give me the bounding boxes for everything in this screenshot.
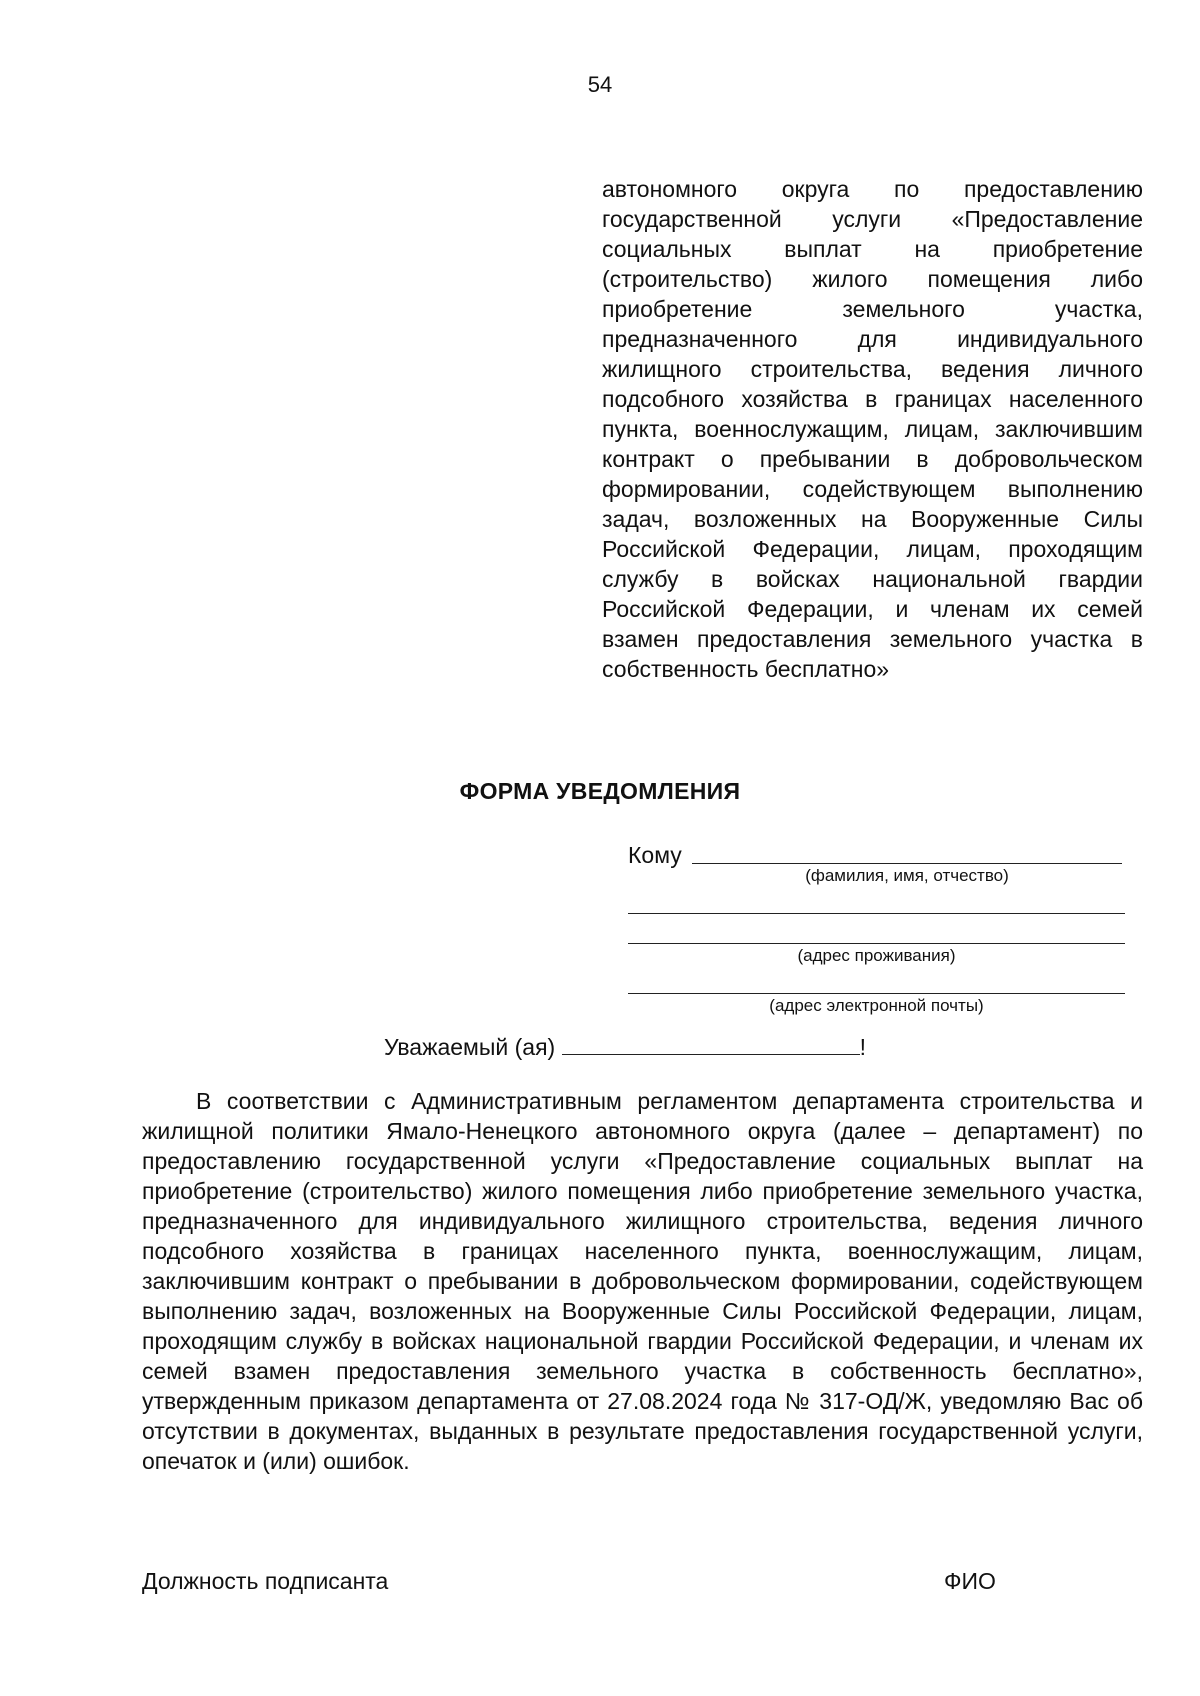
email-caption: (адрес электронной почты) bbox=[769, 996, 984, 1015]
recipient-name-line bbox=[692, 863, 1122, 864]
greeting bbox=[384, 1032, 866, 1061]
address-line-1 bbox=[628, 913, 1125, 914]
to-label: Кому bbox=[628, 842, 682, 868]
signer-position-label: Должность подписанта bbox=[142, 1568, 389, 1594]
greeting-label: Уважаемый (ая) bbox=[384, 1034, 556, 1060]
email-line bbox=[628, 993, 1125, 994]
approval-header-text: автономного округа по предоставлению государственной услуги «Предоставление социальных выплат на приобретение (строительство) жилого помещения либо приобретение земельного участка, предназначенного для индивидуального жилищного строительства, ведения личного подсобного хозяйства в границах населенного пункта, военнослужащим, лицам, заключившим контракт о пребывании в добровольческом формировании, содействующем выполнению задач, возложенных на Вооруженные Силы Российской Федерации, лицам, проходящим службу в войсках национальной гвардии Российской Федерации, и членам их семей взамен предоставления земельного участка в собственность бесплатно» bbox=[602, 176, 1143, 682]
address-line-2 bbox=[628, 943, 1125, 944]
form-title: ФОРМА УВЕДОМЛЕНИЯ bbox=[459, 778, 741, 804]
notification-body-text: В соответствии с Административным регламентом департамента строительства и жилищной политики Ямало-Ненецкого автономного округа (далее – департамент) по предоставлению государственной услуги «Предоставление социальных выплат на приобретение (строительство) жилого помещения либо приобретение земельного участка, предназначенного для индивидуального жилищного строительства, ведения личного подсобного хозяйства в границах населенного пункта, военнослужащим, лицам, заключившим контракт о пребывании в добровольческом формировании, содействующем выполнению задач, возложенных на Вооруженные Силы Российской Федерации, лицам, проходящим службу в войсках национальной гвардии Российской Федерации, и членам их семей взамен предоставления земельного участка в собственность бесплатно», утвержденным приказом департамента от 27.08.2024 года № 317-ОД/Ж, уведомляю Вас об отсутствии в документах, выданных в результате предоставления государственной услуги, опечаток и (или) ошибок. bbox=[142, 1088, 1143, 1474]
signer-name-label: ФИО bbox=[944, 1568, 996, 1594]
greeting-exclamation: ! bbox=[859, 1034, 866, 1060]
page-number: 54 bbox=[587, 72, 613, 97]
address-caption: (адрес проживания) bbox=[797, 946, 956, 965]
recipient-name-caption: (фамилия, имя, отчество) bbox=[805, 866, 1009, 885]
greeting-name-line bbox=[562, 1032, 860, 1055]
